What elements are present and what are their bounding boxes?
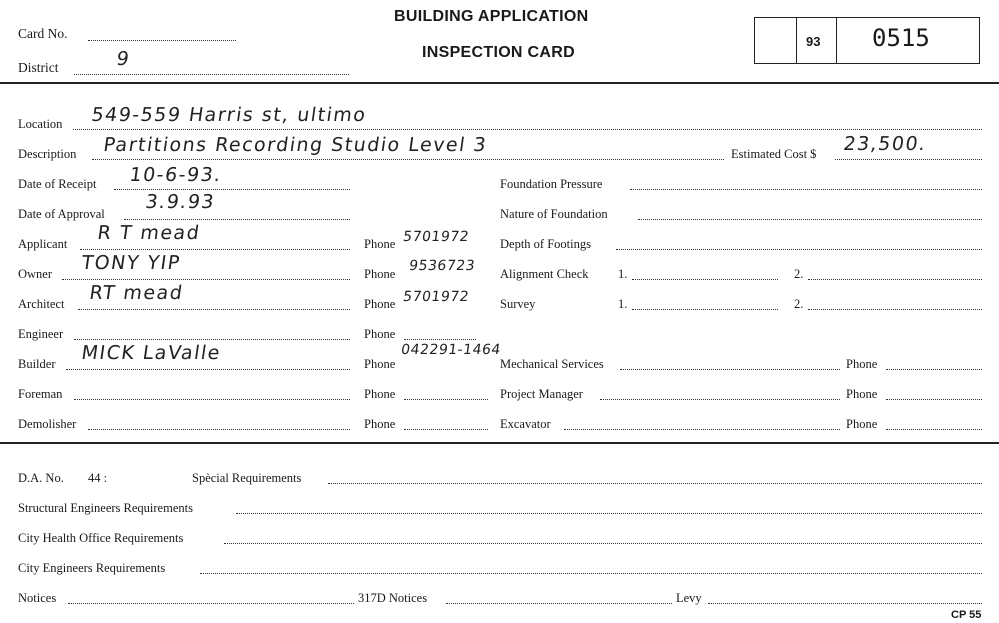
engineer-phone-field[interactable]	[404, 339, 476, 340]
builder-field[interactable]	[66, 369, 350, 370]
special-requirements-field[interactable]	[328, 483, 982, 484]
demolisher-phone-label: Phone	[364, 417, 396, 431]
builder-phone-value: 042291-1464	[400, 342, 502, 358]
applicant-phone-value: 5701972	[402, 229, 471, 245]
mechanical-services-field[interactable]	[620, 369, 840, 370]
engineer-phone-label: Phone	[364, 327, 396, 341]
survey-2-field[interactable]	[808, 309, 982, 310]
alignment-check-2-label: 2.	[794, 267, 804, 281]
description-label: Description	[18, 147, 77, 161]
survey-label: Survey	[500, 297, 536, 311]
survey-1-label: 1.	[618, 297, 628, 311]
depth-of-footings-label: Depth of Footings	[500, 237, 591, 251]
special-requirements-label: Spècial Requirements	[192, 471, 302, 485]
builder-value: MICK LaValle	[80, 342, 223, 364]
applicant-phone-label: Phone	[364, 237, 396, 251]
engineer-label: Engineer	[18, 327, 64, 341]
owner-label: Owner	[18, 267, 53, 281]
notices-field[interactable]	[68, 603, 354, 604]
foreman-label: Foreman	[18, 387, 63, 401]
box-divider	[836, 17, 837, 64]
district-label: District	[18, 60, 59, 75]
excavator-phone-label: Phone	[846, 417, 878, 431]
owner-value: TONY YIP	[80, 252, 183, 274]
owner-field[interactable]	[62, 279, 350, 280]
depth-of-footings-field[interactable]	[616, 249, 982, 250]
mechanical-phone-label: Phone	[846, 357, 878, 371]
location-value: 549-559 Harris st, ultimo	[90, 104, 369, 126]
mechanical-phone-field[interactable]	[886, 369, 982, 370]
alignment-check-label: Alignment Check	[500, 267, 589, 281]
engineers-requirements-field[interactable]	[200, 573, 982, 574]
engineers-requirements-label: City Engineers Requirements	[18, 561, 166, 575]
da-no-label: D.A. No.	[18, 471, 64, 485]
foundation-pressure-label: Foundation Pressure	[500, 177, 603, 191]
survey-1-field[interactable]	[632, 309, 778, 310]
form-code: CP 55	[951, 609, 982, 621]
notices-label: Notices	[18, 591, 57, 605]
card-number-box	[754, 17, 980, 64]
card-no-label: Card No.	[18, 26, 68, 41]
applicant-value: R T mead	[96, 222, 202, 244]
date-of-receipt-value: 10-6-93.	[128, 164, 224, 186]
description-value: Partitions Recording Studio Level 3	[102, 134, 489, 156]
nature-of-foundation-label: Nature of Foundation	[500, 207, 608, 221]
da-no-value: 44 :	[88, 471, 108, 485]
excavator-label: Excavator	[500, 417, 551, 431]
project-manager-phone-field[interactable]	[886, 399, 982, 400]
health-requirements-field[interactable]	[224, 543, 982, 544]
applicant-label: Applicant	[18, 237, 68, 251]
builder-phone-label: Phone	[364, 357, 396, 371]
foreman-phone-label: Phone	[364, 387, 396, 401]
date-of-approval-label: Date of Approval	[18, 207, 105, 221]
card-number: 0515	[872, 24, 930, 52]
date-of-approval-field[interactable]	[124, 219, 350, 220]
foreman-field[interactable]	[74, 399, 350, 400]
demolisher-field[interactable]	[88, 429, 350, 430]
builder-label: Builder	[18, 357, 56, 371]
district-value: 9	[115, 48, 132, 70]
structural-requirements-field[interactable]	[236, 513, 982, 514]
year-code: 93	[806, 34, 821, 49]
survey-2-label: 2.	[794, 297, 804, 311]
architect-phone-value: 5701972	[402, 289, 471, 305]
date-of-receipt-field[interactable]	[114, 189, 350, 190]
architect-value: RT mead	[88, 282, 185, 304]
location-field[interactable]	[73, 129, 982, 130]
form-title-line1: BUILDING APPLICATION	[394, 8, 589, 25]
project-manager-phone-label: Phone	[846, 387, 878, 401]
date-of-approval-value: 3.9.93	[144, 191, 217, 213]
district-field[interactable]	[74, 74, 349, 75]
estimated-cost-field[interactable]	[835, 159, 982, 160]
engineer-field[interactable]	[74, 339, 350, 340]
description-field[interactable]	[92, 159, 724, 160]
structural-requirements-label: Structural Engineers Requirements	[18, 501, 193, 515]
form-title-line2: INSPECTION CARD	[422, 44, 575, 61]
estimated-cost-label: Estimated Cost $	[731, 147, 817, 161]
levy-label: Levy	[676, 591, 702, 605]
excavator-phone-field[interactable]	[886, 429, 982, 430]
mechanical-services-label: Mechanical Services	[500, 357, 604, 371]
levy-field[interactable]	[708, 603, 982, 604]
architect-phone-label: Phone	[364, 297, 396, 311]
foreman-phone-field[interactable]	[404, 399, 488, 400]
box-divider	[796, 17, 797, 64]
project-manager-field[interactable]	[600, 399, 840, 400]
health-requirements-label: City Health Office Requirements	[18, 531, 184, 545]
nature-of-foundation-field[interactable]	[638, 219, 982, 220]
header-divider	[0, 82, 999, 84]
date-of-receipt-label: Date of Receipt	[18, 177, 97, 191]
alignment-check-2-field[interactable]	[808, 279, 982, 280]
alignment-check-1-field[interactable]	[632, 279, 778, 280]
estimated-cost-value: 23,500.	[842, 133, 929, 155]
foundation-pressure-field[interactable]	[630, 189, 982, 190]
demolisher-label: Demolisher	[18, 417, 77, 431]
alignment-check-1-label: 1.	[618, 267, 628, 281]
architect-label: Architect	[18, 297, 65, 311]
architect-field[interactable]	[78, 309, 350, 310]
project-manager-label: Project Manager	[500, 387, 583, 401]
notices-317d-label: 317D Notices	[358, 591, 428, 605]
location-label: Location	[18, 117, 63, 131]
owner-phone-label: Phone	[364, 267, 396, 281]
section-divider	[0, 442, 999, 444]
owner-phone-value: 9536723	[408, 258, 477, 274]
card-no-field[interactable]	[88, 40, 236, 41]
applicant-field[interactable]	[80, 249, 350, 250]
excavator-field[interactable]	[564, 429, 840, 430]
demolisher-phone-field[interactable]	[404, 429, 488, 430]
notices-317d-field[interactable]	[446, 603, 672, 604]
